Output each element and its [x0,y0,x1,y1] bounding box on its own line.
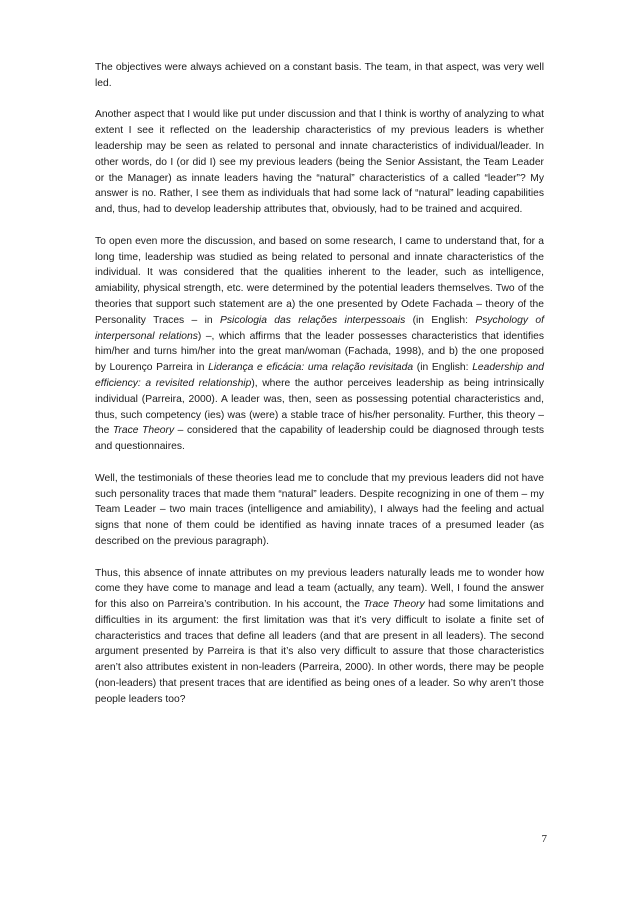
paragraph-text: (in English: [405,314,476,326]
italic-term: Trace Theory [112,425,175,437]
paragraph-text: ), where the author perceives leadership as being intrinsically individual (Parreira, 2000). A leader was, then, seen as possessing potential characteristics and, thus, such competency (ies) was (were) a stable trace of his/her personality. Further, this theory – the [95,377,544,437]
document-body [95,60,544,723]
paragraph-text: Thus, this absence of innate attributes on my previous leaders naturally leads me to wonder how come they have come to manage and lead a team (actually, any team). Well, I found the answer for this also on Parreira’s contribution. In his account, the [95,567,544,611]
paragraph-text: To open even more the discussion, and based on some research, I came to understand that, for a long time, leadership was studied as being related to personal and innate characteristics of the individual. It was considered that the qualities inherent to the leader, such as intelligence, amiability, physical strength, etc. were determined by the potential leaders themselves. Two of the theories that support such statement are a) the one presented by Odete Fachada – theory of the Personality Traces – in [95,235,544,326]
italic-title: Leadership and efficiency: a revisited relationship [95,362,544,389]
paragraph-text: – considered that the capability of leadership could be diagnosed through tests and questionnaires. [95,425,544,453]
italic-title: Liderança e eficácia: uma relação revisitada [208,362,414,374]
paragraph-3 [95,234,544,455]
italic-term: Trace Theory [363,599,425,611]
paragraph-2 [95,107,544,218]
paragraph-text: had some limitations and difficulties in its argument: the first limitation was that it’s very difficult to isolate a finite set of characteristics and traces that define all leaders (and that are present in all leaders). The second argument presented by Parreira is that it’s also very difficult to assure that those characteristics aren’t also attributes existent in non-leaders (Parreira, 2000). In other words, there may be people (non-leaders) that present traces that are identified as being ones of a leader. So why aren’t those people leaders too? [95,599,545,705]
paragraph-4 [95,471,544,550]
paragraph-text: Well, the testimonials of these theories lead me to conclude that my previous leaders did not have such personality traces that made them “natural” leaders. Despite recognizing in one of them – my Team Leader – two main traces (intelligence and amiability), I always had the feeling and actual signs that none of them could be identified as having innate traces of a presumed leader (as described on the previous paragraph). [95,472,544,547]
paragraph-1 [95,60,544,92]
paragraph-text: Another aspect that I would like put under discussion and that I think is worthy of analyzing to what extent I see it reflected on the leadership characteristics of my previous leaders is whether leadership may be seen as related to personal and innate characteristics of individual/leader. In other words, do I (or did I) see my previous leaders (being the Senior Assistant, the Team Leader or the Manager) as innate leaders having the “natural” characteristics of a called “leader”? My answer is no. Rather, I see them as individuals that had some lack of “natural” leading capabilities and, thus, had to develop leadership attributes that, obviously, had to be trained and acquired. [95,109,544,216]
paragraph-text: (in English: [413,362,473,374]
paragraph-text: The objectives were always achieved on a constant basis. The team, in that aspect, was very well led. [95,62,544,89]
paragraph-5 [95,566,544,708]
italic-title: Psicologia das relações interpessoais [220,314,406,326]
page-number: 7 [541,833,547,845]
paragraph-text: ) –, which affirms that the leader possesses characteristics that identifies him/her and turns him/her into the great man/woman (Fachada, 1998), and b) the one proposed by Lourenço Parreira in [95,330,544,374]
italic-title: Psychology of interpersonal relations [95,314,544,342]
